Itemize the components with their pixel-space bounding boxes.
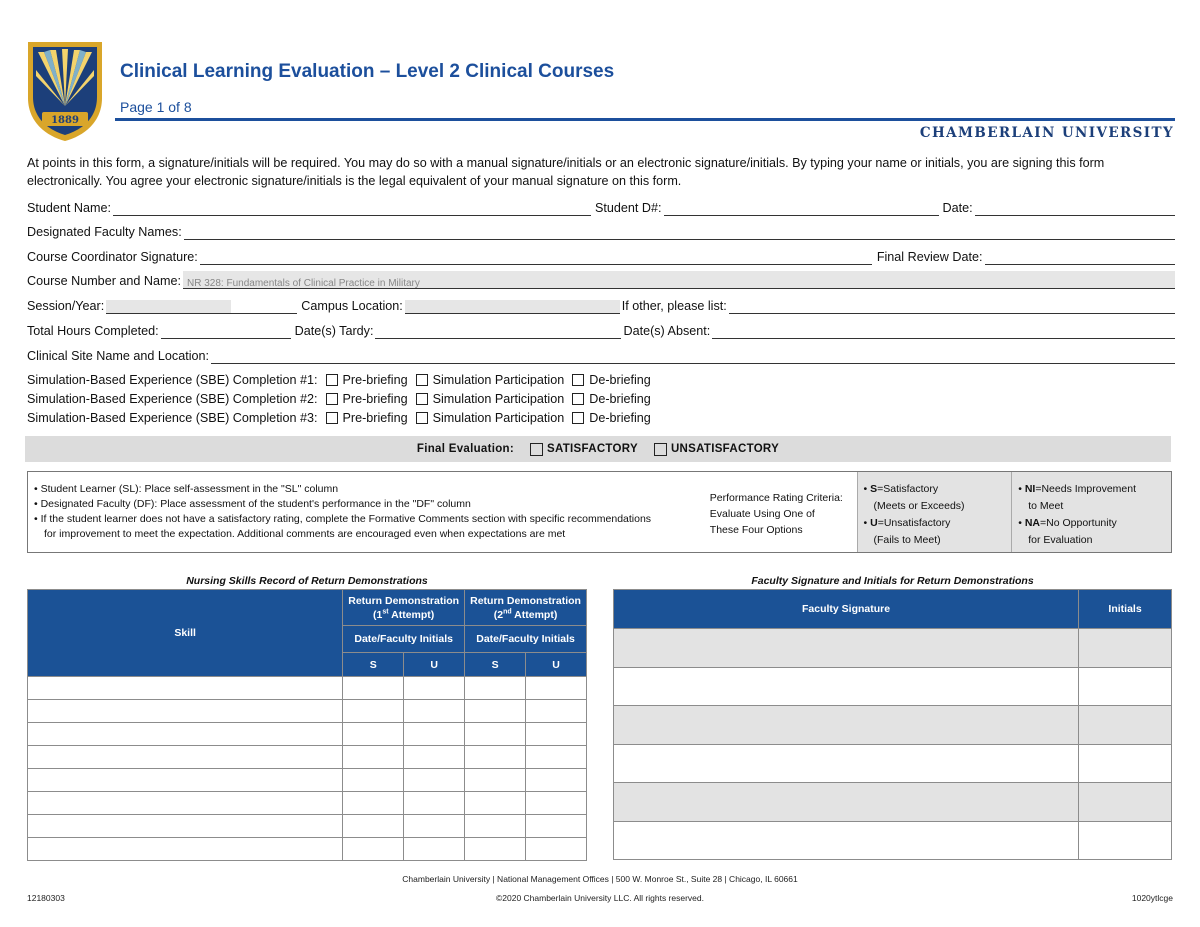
initials-cell[interactable]	[1079, 744, 1172, 783]
skill-cell[interactable]	[28, 838, 343, 861]
rating-no-opportunity: • NA=No Opportunity	[1018, 517, 1117, 529]
student-id-field[interactable]	[664, 202, 939, 216]
de-briefing-checkbox[interactable]	[572, 374, 584, 386]
unsatisfactory-checkbox[interactable]	[654, 443, 667, 456]
rating-cell[interactable]	[465, 769, 526, 792]
skill-cell[interactable]	[28, 700, 343, 723]
table-row	[28, 769, 587, 792]
sbe-row-3	[27, 409, 651, 427]
satisfactory-checkbox[interactable]	[530, 443, 543, 456]
table-row	[614, 821, 1172, 860]
page-title: Clinical Learning Evaluation – Level 2 Clinical Courses	[120, 61, 615, 82]
session-row	[27, 296, 1175, 314]
course-value: NR 328: Fundamentals of Clinical Practice in Military	[187, 278, 420, 289]
page-number: Page 1 of 8	[120, 99, 192, 115]
tardy-field[interactable]	[375, 325, 621, 339]
rating-cell[interactable]	[404, 815, 465, 838]
faculty-names-field[interactable]	[184, 226, 1175, 240]
table-row	[614, 744, 1172, 783]
rating-cell[interactable]	[526, 815, 587, 838]
rating-cell[interactable]	[343, 792, 404, 815]
instructions-list	[28, 472, 702, 552]
initials-header: Date/Faculty Initials	[465, 626, 587, 653]
date-label: Date:	[942, 201, 973, 215]
de-briefing-label: De-briefing	[589, 373, 651, 387]
final-review-date-label: Final Review Date:	[876, 250, 983, 264]
pre-briefing-checkbox[interactable]	[326, 374, 338, 386]
simulation-participation-label: Simulation Participation	[432, 373, 565, 387]
faculty-names-row	[27, 222, 1175, 240]
pre-briefing-label: Pre-briefing	[342, 411, 408, 425]
rating-no-opportunity-note: for Evaluation	[1028, 534, 1093, 546]
rating-cell[interactable]	[343, 723, 404, 746]
de-briefing-checkbox[interactable]	[572, 412, 584, 424]
date-field[interactable]	[975, 202, 1175, 216]
final-review-date-field[interactable]	[985, 251, 1175, 265]
rating-cell[interactable]	[404, 746, 465, 769]
rating-cell[interactable]	[343, 815, 404, 838]
pre-briefing-checkbox[interactable]	[326, 393, 338, 405]
total-hours-field[interactable]	[161, 325, 291, 339]
initials-cell[interactable]	[1079, 783, 1172, 822]
faculty-signature-cell[interactable]	[614, 706, 1079, 745]
session-field-extension	[231, 300, 297, 314]
table-row	[28, 792, 587, 815]
skill-cell[interactable]	[28, 677, 343, 700]
rating-needs-improvement: • NI=Needs Improvement	[1018, 483, 1137, 495]
campus-field[interactable]	[405, 300, 620, 314]
skill-cell[interactable]	[28, 746, 343, 769]
sbe-row-1	[27, 371, 651, 389]
rating-criteria	[702, 472, 857, 552]
criteria-line: These Four Options	[709, 524, 803, 536]
clinical-site-field[interactable]	[211, 350, 1175, 364]
simulation-participation-checkbox[interactable]	[416, 374, 428, 386]
unsatisfactory-label: UNSATISFACTORY	[670, 443, 780, 455]
rating-cell[interactable]	[465, 792, 526, 815]
table-row	[28, 723, 587, 746]
faculty-signature-header: Faculty Signature	[614, 590, 1079, 629]
rating-cell[interactable]	[526, 769, 587, 792]
absent-field[interactable]	[712, 325, 1175, 339]
rating-cell[interactable]	[526, 700, 587, 723]
faculty-signature-cell[interactable]	[614, 783, 1079, 822]
clinical-site-row	[27, 346, 1175, 364]
table-row	[614, 629, 1172, 668]
initials-header: Date/Faculty Initials	[343, 626, 465, 653]
rating-cell[interactable]	[526, 792, 587, 815]
skill-header: Skill	[28, 590, 343, 677]
footer-address: Chamberlain University | National Management Offices | 500 W. Monroe St., Suite 28 | Chicago, IL 60661	[402, 874, 798, 884]
footer-version: 1020ytlcge	[1131, 893, 1173, 903]
absent-label: Date(s) Absent:	[623, 324, 711, 338]
rating-cell[interactable]	[526, 677, 587, 700]
u-header: U	[526, 653, 587, 677]
tardy-label: Date(s) Tardy:	[294, 324, 374, 338]
course-field[interactable]	[183, 271, 1175, 289]
footer-copyright: ©2020 Chamberlain University LLC. All rights reserved.	[496, 893, 704, 903]
criteria-line: Evaluate Using One of	[709, 508, 815, 520]
de-briefing-label: De-briefing	[589, 392, 651, 406]
sbe-label: Simulation-Based Experience (SBE) Completion #1:	[27, 373, 318, 387]
rating-cell[interactable]	[404, 700, 465, 723]
brand-wordmark: CHAMBERLAIN UNIVERSITY	[919, 125, 1174, 141]
skill-cell[interactable]	[28, 815, 343, 838]
skill-cell[interactable]	[28, 769, 343, 792]
rating-cell[interactable]	[343, 769, 404, 792]
rating-cell[interactable]	[465, 746, 526, 769]
hours-row	[27, 321, 1175, 339]
rating-cell[interactable]	[465, 815, 526, 838]
faculty-signature-cell[interactable]	[614, 667, 1079, 706]
s-header: S	[465, 653, 526, 677]
rating-cell[interactable]	[526, 838, 587, 861]
instruction-item: • If the student learner does not have a satisfactory rating, complete the Formative Comments section with specific recommendations	[34, 513, 652, 525]
course-label: Course Number and Name:	[27, 274, 181, 288]
course-row	[27, 271, 1175, 289]
final-evaluation-label: Final Evaluation:	[416, 443, 515, 455]
sbe-row-2	[27, 390, 651, 408]
rating-cell[interactable]	[465, 700, 526, 723]
pre-briefing-checkbox[interactable]	[326, 412, 338, 424]
signature-notice: At points in this form, a signature/initials will be required. You may do so with a manual signature/initials or an electronic signature/initials. By typing your name or initials, you are signing this form electronically. You agree your electronic signature/initials is the legal equivalent of your manual signature on this form.	[27, 156, 1105, 188]
second-attempt-header: Return Demonstration (2nd Attempt)	[465, 590, 587, 626]
faculty-table-caption: Faculty Signature and Initials for Return Demonstrations	[751, 575, 1034, 587]
simulation-participation-label: Simulation Participation	[432, 392, 565, 406]
rating-needs-improvement-note: to Meet	[1028, 500, 1064, 512]
student-id-label: Student D#:	[595, 201, 662, 215]
criteria-line: Performance Rating Criteria:	[709, 492, 843, 504]
initials-cell[interactable]	[1079, 821, 1172, 860]
university-shield-logo	[26, 40, 104, 142]
skills-table-caption: Nursing Skills Record of Return Demonstrations	[186, 575, 428, 587]
session-field[interactable]	[106, 300, 231, 314]
rating-unsatisfactory-note: (Fails to Meet)	[873, 534, 941, 546]
rating-cell[interactable]	[465, 838, 526, 861]
if-other-label: If other, please list:	[621, 299, 727, 313]
initials-cell[interactable]	[1079, 629, 1172, 668]
table-row	[614, 706, 1172, 745]
coordinator-signature-label: Course Coordinator Signature:	[27, 250, 198, 264]
sbe-label: Simulation-Based Experience (SBE) Completion #2:	[27, 392, 318, 406]
sbe-label: Simulation-Based Experience (SBE) Completion #3:	[27, 411, 318, 425]
faculty-signature-cell[interactable]	[614, 821, 1079, 860]
if-other-field[interactable]	[729, 300, 1175, 314]
rating-cell[interactable]	[526, 723, 587, 746]
pre-briefing-label: Pre-briefing	[342, 373, 408, 387]
faculty-names-label: Designated Faculty Names:	[27, 225, 182, 239]
initials-header: Initials	[1079, 590, 1172, 629]
header-rule	[115, 118, 1175, 121]
table-row	[614, 667, 1172, 706]
svg-text:1889: 1889	[51, 115, 79, 126]
rating-cell[interactable]	[404, 769, 465, 792]
initials-cell[interactable]	[1079, 667, 1172, 706]
footer-code: 12180303	[27, 893, 65, 903]
coordinator-signature-field[interactable]	[200, 251, 872, 265]
rating-cell[interactable]	[404, 677, 465, 700]
table-row	[28, 700, 587, 723]
student-info-row	[27, 198, 1175, 216]
instruction-item: • Student Learner (SL): Place self-assessment in the "SL" column	[34, 483, 339, 495]
simulation-participation-label: Simulation Participation	[432, 411, 565, 425]
instructions-box	[27, 471, 1172, 553]
rating-options-s-u	[857, 472, 1012, 552]
faculty-signature-cell[interactable]	[614, 744, 1079, 783]
rating-cell[interactable]	[343, 700, 404, 723]
rating-cell[interactable]	[465, 723, 526, 746]
table-row	[28, 677, 587, 700]
rating-cell[interactable]	[465, 677, 526, 700]
rating-unsatisfactory: • U=Unsatisfactory	[863, 517, 951, 529]
de-briefing-label: De-briefing	[589, 411, 651, 425]
table-row	[28, 815, 587, 838]
total-hours-label: Total Hours Completed:	[27, 324, 159, 338]
faculty-table	[613, 589, 1172, 860]
rating-options-ni-na	[1011, 472, 1171, 552]
rating-cell[interactable]	[343, 677, 404, 700]
table-row	[28, 838, 587, 861]
skill-cell[interactable]	[28, 723, 343, 746]
coordinator-row	[27, 247, 1175, 265]
skill-cell[interactable]	[28, 792, 343, 815]
u-header: U	[404, 653, 465, 677]
campus-label: Campus Location:	[301, 299, 403, 313]
rating-satisfactory-note: (Meets or Exceeds)	[873, 500, 965, 512]
student-name-label: Student Name:	[27, 201, 112, 215]
rating-cell[interactable]	[343, 838, 404, 861]
s-header: S	[343, 653, 404, 677]
final-evaluation-bar	[25, 436, 1171, 462]
de-briefing-checkbox[interactable]	[572, 393, 584, 405]
instruction-item: • Designated Faculty (DF): Place assessment of the student's performance in the "DF" column	[34, 498, 471, 510]
rating-satisfactory: • S=Satisfactory	[863, 483, 939, 495]
skills-table	[27, 589, 587, 861]
simulation-participation-checkbox[interactable]	[416, 393, 428, 405]
rating-cell[interactable]	[404, 838, 465, 861]
rating-cell[interactable]	[404, 723, 465, 746]
rating-cell[interactable]	[526, 746, 587, 769]
rating-cell[interactable]	[343, 746, 404, 769]
rating-cell[interactable]	[404, 792, 465, 815]
clinical-site-label: Clinical Site Name and Location:	[27, 349, 210, 363]
first-attempt-header: Return Demonstration (1st Attempt)	[343, 590, 465, 626]
table-row	[614, 783, 1172, 822]
table-row	[28, 746, 587, 769]
session-label: Session/Year:	[27, 299, 105, 313]
student-name-field[interactable]	[113, 202, 591, 216]
instruction-item: for improvement to meet the expectation. Additional comments are encouraged even when expectations are met	[44, 528, 566, 540]
simulation-participation-checkbox[interactable]	[416, 412, 428, 424]
pre-briefing-label: Pre-briefing	[342, 392, 408, 406]
faculty-signature-cell[interactable]	[614, 629, 1079, 668]
satisfactory-label: SATISFACTORY	[547, 443, 638, 455]
initials-cell[interactable]	[1079, 706, 1172, 745]
